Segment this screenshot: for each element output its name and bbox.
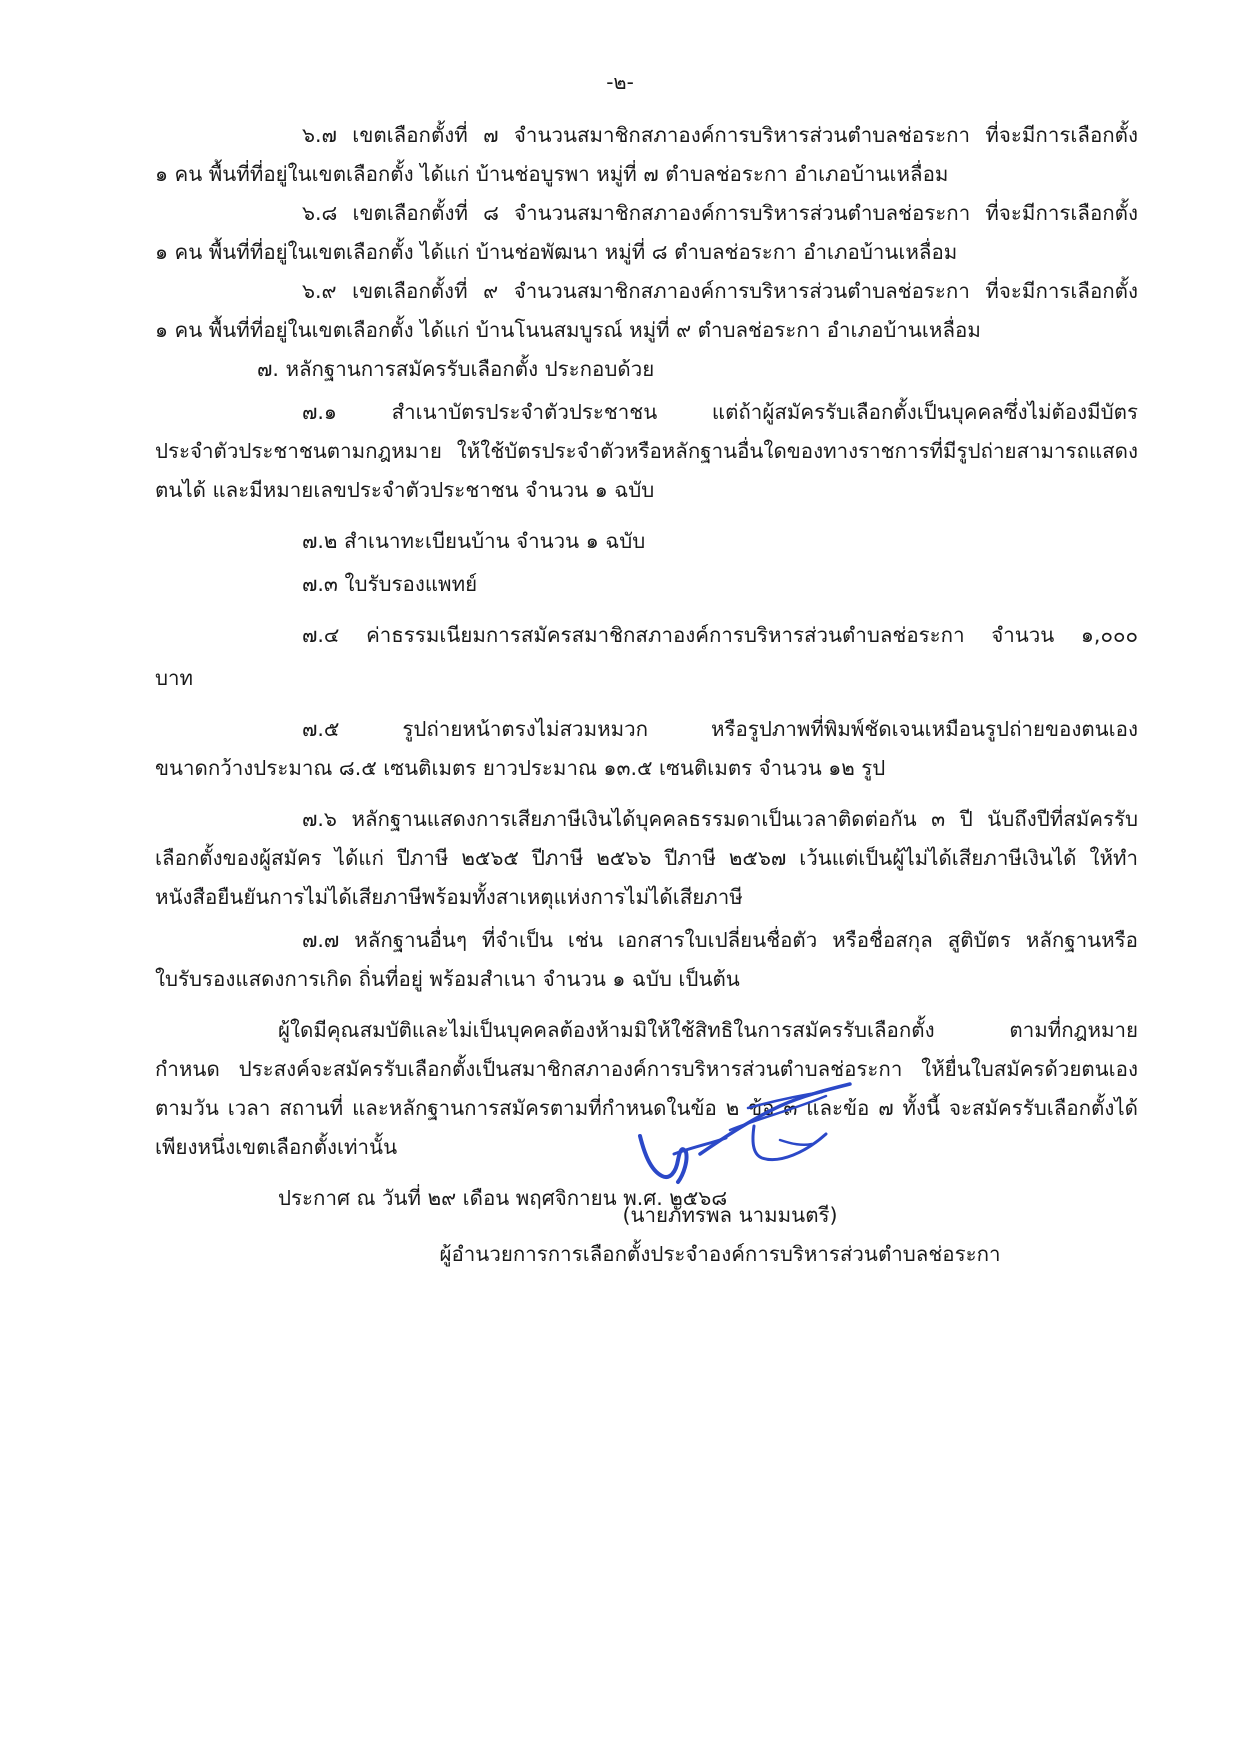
section-7-1-line-3: ตนได้ และมีหมายเลขประจำตัวประชาชน จำนวน ๑ ฉบับ (155, 478, 655, 502)
page-number: -๒- (606, 70, 634, 94)
signatory-position: ผู้อำนวยการการเลือกตั้งประจำองค์การบริหารส่วนตำบลช่อระกา (439, 1242, 1001, 1266)
section-7-1-line-1: ๗.๑ สำเนาบัตรประจำตัวประชาชน แต่ถ้าผู้สมัครรับเลือกตั้งเป็นบุคคลซึ่งไม่ต้องมีบัตร (302, 400, 1138, 424)
announcement-date: ประกาศ ณ วันที่ ๒๙ เดือน พฤศจิกายน พ.ศ. ๒๕๖๘ (278, 1186, 728, 1210)
section-6-7-line-1: ๖.๗ เขตเลือกตั้งที่ ๗ จำนวนสมาชิกสภาองค์การบริหารส่วนตำบลช่อระกา ที่จะมีการเลือกตั้ง (302, 123, 1138, 147)
section-7-heading: ๗. หลักฐานการสมัครรับเลือกตั้ง ประกอบด้วย (257, 357, 655, 381)
section-7-1-line-2: ประจำตัวประชาชนตามกฎหมาย ให้ใช้บัตรประจำตัวหรือหลักฐานอื่นใดของทางราชการที่มีรูปถ่ายสามารถแสดง (155, 439, 1138, 463)
closing-line-4: เพียงหนึ่งเขตเลือกตั้งเท่านั้น (155, 1135, 398, 1159)
section-7-4-line-1: ๗.๔ ค่าธรรมเนียมการสมัครสมาชิกสภาองค์การบริหารส่วนตำบลช่อระกา จำนวน ๑,๐๐๐ (302, 623, 1138, 647)
closing-line-1: ผู้ใดมีคุณสมบัติและไม่เป็นบุคคลต้องห้ามมิให้ใช้สิทธิในการสมัครรับเลือกตั้ง ตามที่กฎหมาย (278, 1018, 1138, 1042)
section-6-9-line-2: ๑ คน พื้นที่ที่อยู่ในเขตเลือกตั้ง ได้แก่ บ้านโนนสมบูรณ์ หมู่ที่ ๙ ตำบลช่อระกา อำเภอบ้านเหลื่อม (155, 318, 981, 342)
section-6-8-line-2: ๑ คน พื้นที่ที่อยู่ในเขตเลือกตั้ง ได้แก่ บ้านช่อพัฒนา หมู่ที่ ๘ ตำบลช่อระกา อำเภอบ้านเหลื่อม (155, 240, 958, 264)
section-7-6-line-3: หนังสือยืนยันการไม่ได้เสียภาษีพร้อมทั้งสาเหตุแห่งการไม่ได้เสียภาษี (155, 885, 743, 909)
section-7-6-line-1: ๗.๖ หลักฐานแสดงการเสียภาษีเงินได้บุคคลธรรมดาเป็นเวลาติดต่อกัน ๓ ปี นับถึงปีที่สมัครรับ (302, 807, 1138, 831)
section-7-7-line-1: ๗.๗ หลักฐานอื่นๆ ที่จำเป็น เช่น เอกสารใบเปลี่ยนชื่อตัว หรือชื่อสกุล สูติบัตร หลักฐานหรือ (302, 928, 1138, 952)
section-7-7-line-2: ใบรับรองแสดงการเกิด ถิ่นที่อยู่ พร้อมสำเนา จำนวน ๑ ฉบับ เป็นต้น (155, 967, 740, 991)
section-7-4-line-2: บาท (155, 666, 194, 690)
section-6-7-line-2: ๑ คน พื้นที่ที่อยู่ในเขตเลือกตั้ง ได้แก่ บ้านช่อบูรพา หมู่ที่ ๗ ตำบลช่อระกา อำเภอบ้านเหลื่อม (155, 162, 949, 186)
section-7-6-line-2: เลือกตั้งของผู้สมัคร ได้แก่ ปีภาษี ๒๕๖๕ ปีภาษี ๒๕๖๖ ปีภาษี ๒๕๖๗ เว้นแต่เป็นผู้ไม่ได้เสียภาษีเงินได้ ให้ทำ (155, 846, 1138, 870)
document-body (155, 116, 1138, 1218)
section-7-5-line-1: ๗.๕ รูปถ่ายหน้าตรงไม่สวมหมวก หรือรูปภาพที่พิมพ์ชัดเจนเหมือนรูปถ่ายของตนเอง (302, 717, 1138, 741)
section-7-2-line-1: ๗.๒ สำเนาทะเบียนบ้าน จำนวน ๑ ฉบับ (302, 529, 646, 553)
section-6-8-line-1: ๖.๘ เขตเลือกตั้งที่ ๘ จำนวนสมาชิกสภาองค์การบริหารส่วนตำบลช่อระกา ที่จะมีการเลือกตั้ง (302, 201, 1138, 225)
closing-line-2: กำหนด ประสงค์จะสมัครรับเลือกตั้งเป็นสมาชิกสภาองค์การบริหารส่วนตำบลช่อระกา ให้ยื่นใบสมัครด้วยตนเอง (155, 1057, 1138, 1081)
section-6-9-line-1: ๖.๙ เขตเลือกตั้งที่ ๙ จำนวนสมาชิกสภาองค์การบริหารส่วนตำบลช่อระกา ที่จะมีการเลือกตั้ง (302, 279, 1138, 303)
closing-line-3: ตามวัน เวลา สถานที่ และหลักฐานการสมัครตามที่กำหนดในข้อ ๒ ข้อ ๓ และข้อ ๗ ทั้งนี้ จะสมัครรับเลือกตั้งได้ (155, 1096, 1138, 1120)
section-7-5-line-2: ขนาดกว้างประมาณ ๘.๕ เซนติเมตร ยาวประมาณ ๑๓.๕ เซนติเมตร จำนวน ๑๒ รูป (155, 756, 886, 780)
signatory-name: (นายภัทรพล นามมนตรี) (622, 1203, 838, 1227)
signature-mark (630, 1074, 890, 1194)
section-7-3-line-1: ๗.๓ ใบรับรองแพทย์ (302, 572, 478, 596)
